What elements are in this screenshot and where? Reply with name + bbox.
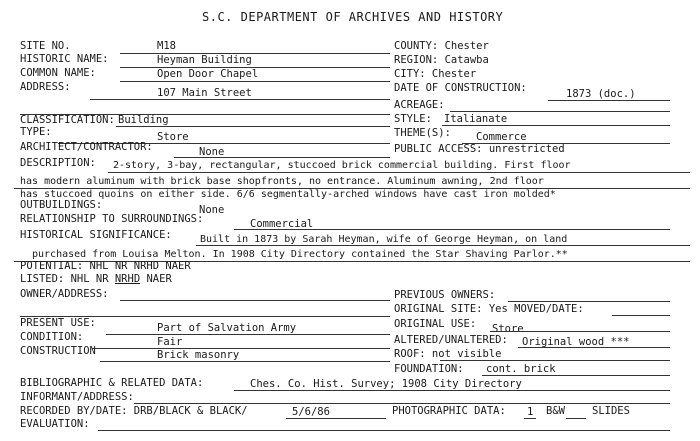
- informant-label: INFORMANT/ADDRESS:: [20, 391, 134, 403]
- theme-value: Commerce: [476, 131, 527, 143]
- site-no-value: M18: [157, 40, 176, 52]
- address-label: ADDRESS:: [20, 81, 71, 93]
- biblio-label: BIBLIOGRAPHIC & RELATED DATA:: [20, 377, 204, 389]
- construction-line: [100, 361, 390, 362]
- page-header: S.C. DEPARTMENT OF ARCHIVES AND HISTORY: [202, 10, 504, 24]
- altered-value: Original wood ***: [522, 336, 630, 348]
- altered-label: ALTERED/UNALTERED:: [394, 334, 508, 346]
- original-use-label: ORIGINAL USE:: [394, 318, 477, 330]
- original-site: [394, 303, 584, 315]
- region: REGION: Catawba: [394, 54, 489, 66]
- photo-count-line: [524, 418, 536, 419]
- date-construction-line: [548, 100, 670, 101]
- city: CITY: Chester: [394, 68, 477, 80]
- architect-label: ARCHITECT/CONTRACTOR:: [20, 141, 153, 153]
- listed-options: NHL NR: [70, 273, 109, 285]
- present-use-value: Part of Salvation Army: [157, 322, 297, 334]
- outbuildings-value: None: [199, 204, 225, 216]
- foundation-value: cont. brick: [486, 363, 556, 375]
- classification-label: CLASSIFICATION:: [20, 114, 115, 126]
- architect-value: None: [199, 146, 225, 158]
- significance-rule-1: [196, 245, 690, 246]
- description-line-2: has modern aluminum with brick base shopfronts, no entrance. Aluminum awning, 2nd floor: [20, 176, 544, 187]
- type-value: Store: [157, 131, 189, 143]
- significance-line-2: purchased from Louisa Melton. In 1908 City Directory contained the Star Shaving Parlor.**: [32, 249, 568, 260]
- potential: POTENTIAL: NHL NR NRHD NAER: [20, 260, 191, 272]
- previous-owners: PREVIOUS OWNERS:: [394, 289, 496, 301]
- significance-line-1: Built in 1873 by Sarah Heyman, wife of George Heyman, on land: [200, 234, 568, 245]
- relationship-line: [234, 229, 670, 230]
- type-label: TYPE:: [20, 126, 52, 138]
- recorded-label: RECORDED BY/DATE: DRB/BLACK & BLACK/: [20, 405, 248, 417]
- county: COUNTY: Chester: [394, 40, 489, 52]
- relationship-value: Commercial: [250, 218, 314, 230]
- condition-line: [92, 348, 390, 349]
- biblio-line: [234, 390, 670, 391]
- classification-value: Building: [118, 114, 169, 126]
- moved-date-label: MOVED/DATE:: [514, 303, 584, 315]
- address-line: [90, 99, 390, 100]
- foundation-label: FOUNDATION:: [394, 363, 464, 375]
- acreage-line: [450, 111, 670, 112]
- date-construction-label: DATE OF CONSTRUCTION:: [394, 82, 527, 94]
- listed-nrhd: NRHD: [114, 273, 141, 285]
- site-no-label: SITE NO.: [20, 40, 71, 52]
- photo-bw: B&W: [546, 405, 565, 417]
- biblio-value: Ches. Co. Hist. Survey; 1908 City Directory: [250, 378, 522, 390]
- roof-line: [440, 360, 670, 361]
- condition-label: CONDITION:: [20, 331, 84, 343]
- description-line-3: has stuccoed quoins on either side. 6/6 segmentally-arched windows have cast iron molded*: [20, 189, 556, 200]
- listed: [20, 273, 172, 285]
- architect-line: [174, 157, 390, 158]
- historic-name-label: HISTORIC NAME:: [20, 53, 109, 65]
- theme-label: THEME(S):: [394, 127, 451, 139]
- significance-label: HISTORICAL SIGNIFICANCE:: [20, 229, 172, 241]
- evaluation-label: EVALUATION:: [20, 418, 90, 430]
- informant-line: [134, 403, 670, 404]
- photo-slides: SLIDES: [592, 405, 630, 417]
- photo-label: PHOTOGRAPHIC DATA:: [392, 405, 506, 417]
- present-use-line: [106, 334, 390, 335]
- recorded-date: 5/6/86: [292, 406, 330, 418]
- condition-value: Fair: [157, 336, 183, 348]
- style-line: [442, 125, 670, 126]
- date-construction-value: 1873 (doc.): [566, 88, 636, 100]
- listed-naer: NAER: [146, 273, 172, 285]
- foundation-line: [482, 375, 670, 376]
- recorded-line: [286, 418, 386, 419]
- previous-owners-line: [508, 301, 670, 302]
- photo-count: 1: [527, 406, 534, 418]
- outbuildings-label: OUTBUILDINGS:: [20, 199, 103, 211]
- classification-line: [116, 126, 390, 127]
- description-line-1: 2-story, 3-bay, rectangular, stuccoed brick commercial building. First floor: [113, 160, 571, 171]
- altered-line: [518, 347, 670, 348]
- roof: ROOF: not visible: [394, 348, 502, 360]
- owner-line-1: [120, 300, 390, 301]
- description-label: DESCRIPTION:: [20, 157, 96, 169]
- common-name-label: COMMON NAME:: [20, 67, 96, 79]
- original-use-line: [490, 331, 670, 332]
- original-use-value: Store: [492, 323, 524, 335]
- owner-label: OWNER/ADDRESS:: [20, 288, 109, 300]
- historic-name-value: Heyman Building: [157, 54, 252, 66]
- common-name-line: [120, 81, 390, 82]
- construction-label: CONSTRUCTION: [20, 345, 96, 357]
- address-value: 107 Main Street: [157, 87, 252, 99]
- evaluation-line: [98, 430, 670, 431]
- description-rule-1: [108, 172, 690, 173]
- moved-date-line: [612, 315, 670, 316]
- original-site-label: ORIGINAL SITE: Yes: [394, 303, 508, 315]
- common-name-value: Open Door Chapel: [157, 68, 259, 80]
- photo-bw-line: [566, 418, 586, 419]
- public-access: PUBLIC ACCESS: unrestricted: [394, 143, 565, 155]
- construction-value: Brick masonry: [157, 349, 240, 361]
- acreage: ACREAGE:: [394, 99, 445, 111]
- style-label: STYLE:: [394, 113, 432, 125]
- relationship-label: RELATIONSHIP TO SURROUNDINGS:: [20, 213, 204, 225]
- style-value: Italianate: [444, 113, 508, 125]
- present-use-label: PRESENT USE:: [20, 317, 96, 329]
- listed-prefix: LISTED:: [20, 273, 65, 285]
